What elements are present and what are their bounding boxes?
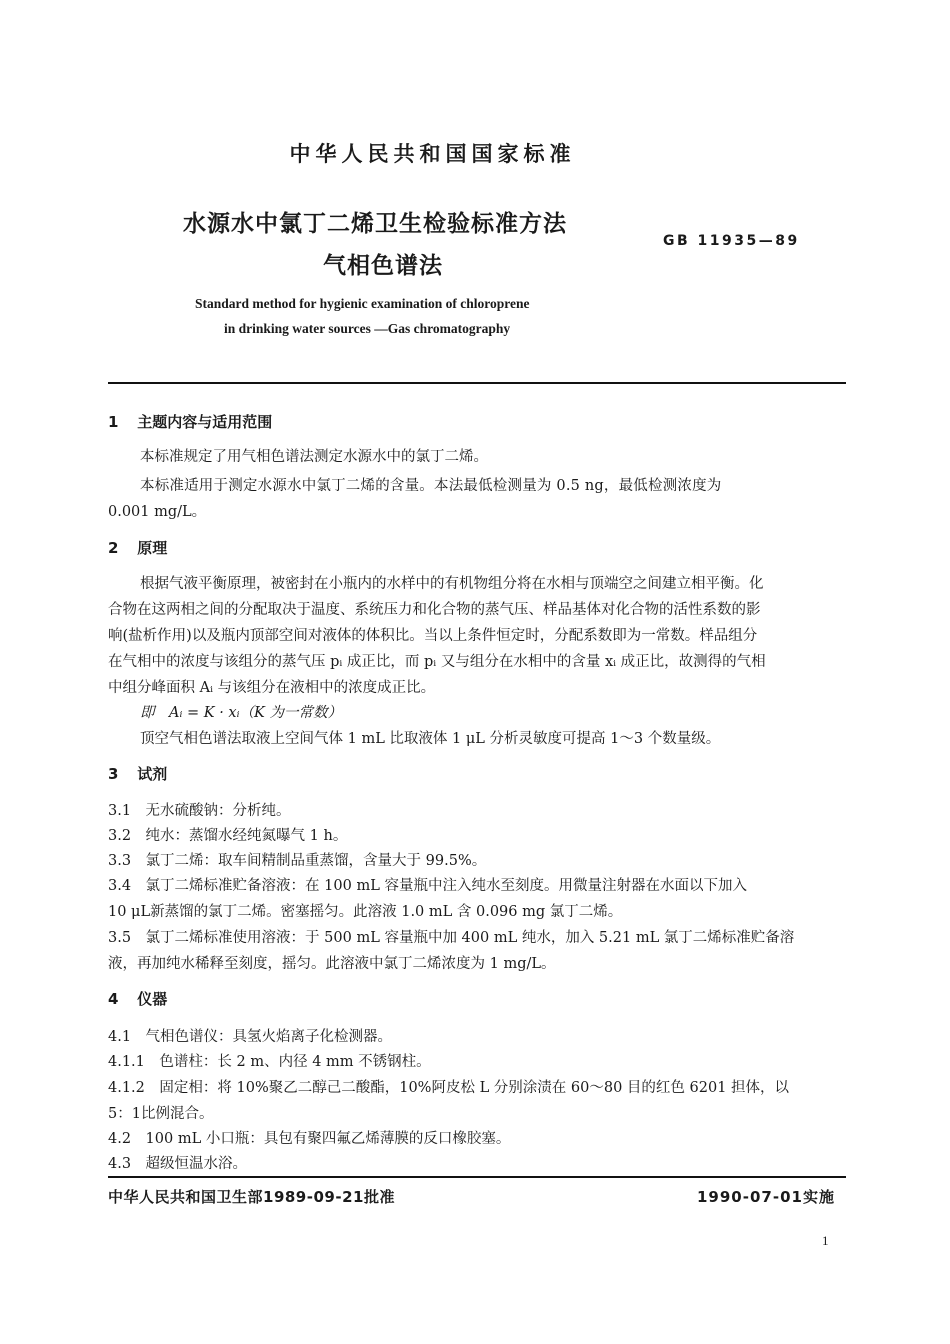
top-divider (108, 382, 846, 384)
s4-item-4-3: 4.3 超级恒温水浴。 (108, 1156, 248, 1172)
section-1-title: 主题内容与适用范围 (137, 413, 273, 431)
section-4-title: 仪器 (137, 990, 168, 1008)
section-2-heading (108, 537, 167, 558)
s3-item-3-5-line2: 液，再加纯水稀释至刻度，摇匀。此溶液中氯丁二烯浓度为 1 mg/L。 (108, 956, 556, 972)
s3-item-3-5-line1: 3.5 氯丁二烯标准使用溶液：于 500 mL 容量瓶中加 400 mL 纯水，加入 5.21 mL 氯丁二烯标准贮备溶 (108, 930, 795, 946)
bottom-divider (108, 1176, 846, 1178)
s3-item-3-2: 3.2 纯水：蒸馏水经纯氮曝气 1 h。 (108, 828, 348, 844)
section-1-number: 1 (108, 413, 119, 431)
s2-paragraph-1-line3: 响(盐析作用)以及瓶内顶部空间对液体的体积比。当以上条件恒定时，分配系数即为一常数。样品组分 (108, 628, 758, 644)
section-3-heading (108, 763, 167, 784)
standard-header (0, 138, 950, 168)
section-2-title: 原理 (137, 539, 168, 557)
english-title-line2: in drinking water sources —Gas chromatography (224, 321, 511, 336)
title-line2: 气相色谱法 (323, 253, 443, 279)
page-number: 1 (822, 1233, 829, 1248)
section-4-number: 4 (108, 990, 119, 1008)
s3-item-3-1: 3.1 无水硫酸钠：分析纯。 (108, 803, 291, 819)
approval-text: 中华人民共和国卫生部1989-09-21批准 (108, 1188, 395, 1206)
section-4-heading (108, 988, 167, 1009)
section-3-title: 试剂 (137, 765, 168, 783)
section-2-number: 2 (108, 539, 119, 557)
s2-formula: 即 Aᵢ = K · xᵢ（K 为一常数） (140, 705, 342, 721)
section-3-number: 3 (108, 765, 119, 783)
section-1-heading (108, 411, 272, 432)
s2-paragraph-1-line5: 中组分峰面积 Aᵢ 与该组分在液相中的浓度成正比。 (108, 680, 436, 696)
s4-item-4-1-1: 4.1.1 色谱柱：长 2 m、内径 4 mm 不锈钢柱。 (108, 1054, 431, 1070)
s3-item-3-3: 3.3 氯丁二烯：取车间精制品重蒸馏，含量大于 99.5%。 (108, 853, 487, 869)
standard-header-text: 中华人民共和国国家标准 (289, 142, 576, 166)
english-title-line1: Standard method for hygienic examination of chloroprene (195, 296, 530, 311)
s4-item-4-1-2-line1: 4.1.2 固定相：将 10%聚乙二醇己二酸酯，10%阿皮松 L 分别涂渍在 60～80 目的红色 6201 担体，以 (108, 1080, 790, 1096)
s2-paragraph-1-line2: 合物在这两相之间的分配取决于温度、系统压力和化合物的蒸气压、样品基体对化合物的活性系数的影 (108, 602, 761, 618)
s1-paragraph-1: 本标准规定了用气相色谱法测定水源水中的氯丁二烯。 (140, 449, 488, 465)
s2-paragraph-2: 顶空气相色谱法取液上空间气体 1 mL 比取液体 1 μL 分析灵敏度可提高 1～3 个数量级。 (140, 731, 721, 747)
s1-paragraph-2-line1: 本标准适用于测定水源水中氯丁二烯的含量。本法最低检测量为 0.5 ng，最低检测浓度为 (140, 478, 722, 494)
s4-item-4-1: 4.1 气相色谱仪：具氢火焰离子化检测器。 (108, 1029, 393, 1045)
s2-paragraph-1-line1: 根据气液平衡原理，被密封在小瓶内的水样中的有机物组分将在水相与顶端空之间建立相平衡。化 (140, 576, 764, 592)
s4-item-4-1-2-line2: 5：1比例混合。 (108, 1106, 214, 1122)
gb-code: GB 11935—89 (663, 233, 800, 249)
s3-item-3-4-line1: 3.4 氯丁二烯标准贮备溶液：在 100 mL 容量瓶中注入纯水至刻度。用微量注射器在水面以下加入 (108, 878, 747, 894)
s4-item-4-2: 4.2 100 mL 小口瓶：具包有聚四氟乙烯薄膜的反口橡胶塞。 (108, 1131, 511, 1147)
s2-paragraph-1-line4: 在气相中的浓度与该组分的蒸气压 pᵢ 成正比，而 pᵢ 又与组分在水相中的含量 xᵢ 成正比，故测得的气相 (108, 654, 766, 670)
implementation-text: 1990-07-01实施 (697, 1188, 835, 1206)
title-line1: 水源水中氯丁二烯卫生检验标准方法 (183, 211, 567, 237)
s1-paragraph-2-line2: 0.001 mg/L。 (108, 504, 207, 520)
s3-item-3-4-line2: 10 μL新蒸馏的氯丁二烯。密塞摇匀。此溶液 1.0 mL 含 0.096 mg 氯丁二烯。 (108, 904, 623, 920)
